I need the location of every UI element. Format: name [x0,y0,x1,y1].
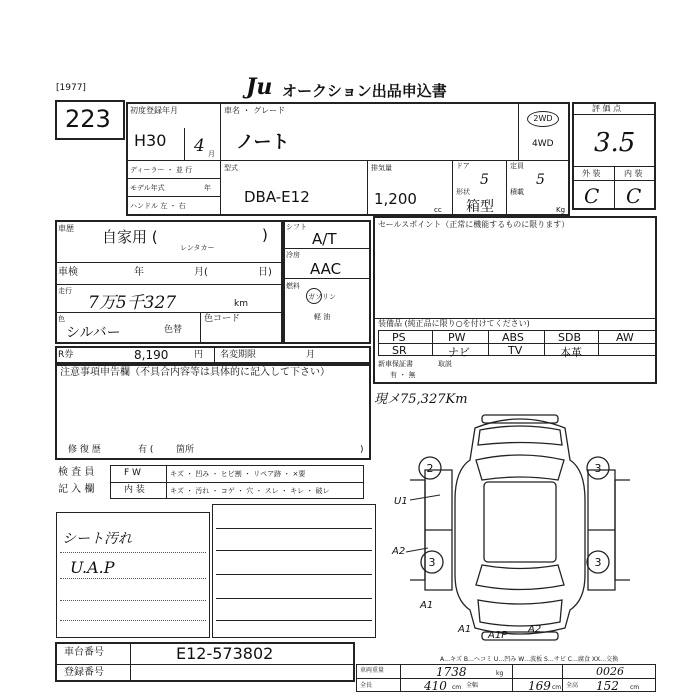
load-unit: Kg [556,206,566,214]
dealer-label: ディーラー ・ 並 行 [130,166,193,174]
repair-spot: 箇所 [176,445,195,455]
inspection-year: 年 [134,267,144,278]
inspection-day: 日) [258,267,272,278]
interior-value: C [626,184,642,208]
exterior-label: 外 装 [582,169,601,178]
displacement-label: 排気量 [371,164,392,172]
length-unit: cm [452,684,462,691]
weight-unit: kg [496,670,504,677]
usage-label: 車歴 [58,224,74,233]
fuel-value: ガソリン [308,293,336,301]
notes-block [55,364,371,460]
fuel-label: 燃料 [286,282,300,290]
lot-number: 223 [65,105,111,133]
expiry-label: 名変期限 [220,350,257,360]
code-value: 0026 [596,665,624,678]
diagram-label-a2: A2 [392,546,406,557]
equipment-sr: SR [392,344,407,357]
equipment-navi: ナビ [448,346,470,359]
mileage-value: 7万5千327 [88,293,177,313]
repair-close: ) [360,445,364,455]
aircon-label: 冷房 [286,251,300,259]
color-code-label: 色コード [204,314,241,324]
diagram-mark-3: 3 [428,556,436,569]
diagram-label-u1: U1 [394,496,408,507]
rental-label: レンタカー [180,244,215,252]
aircon-value: AAC [310,260,342,278]
equipment-leather: 本革 [560,346,582,359]
new-car-cert-options: 有 ・ 無 [390,371,416,379]
handwritten-line-1: シート汚れ [62,531,132,547]
height-value: 152 [596,679,619,693]
inspector-fw-items: キズ ・ 凹み ・ ヒビ割 ・ リペア跡 ・ ×要 [170,470,306,478]
diagram-label-a1-left: A1 [420,600,434,611]
equipment-ps: PS [392,331,406,344]
four-wd-label: 4WD [532,139,554,149]
diagram-label-a2-bottom: A2 [528,624,542,635]
mileage-unit: km [234,299,248,309]
expiry-unit: 月 [306,350,316,360]
tax-value: 8,190 [134,348,169,362]
registration-month-unit: 月 [208,150,215,158]
equipment-sdb: SDB [558,331,581,344]
length-label: 全長 [360,682,373,689]
model-value: DBA-E12 [244,188,310,206]
weight-label: 車両重量 [360,667,385,674]
capacity-label: 定員 [510,162,524,170]
ju-logo: Ju [246,74,273,100]
registration-month: 4 [194,136,205,156]
diagram-label-a1p: A1P [488,630,508,641]
displacement-unit: cc [434,206,442,214]
notes-label: 注意事項申告欄（不具合内容等は具体的に記入して下さい） [60,367,330,378]
handwritten-line-2: U.A.P [70,558,115,577]
width-value: 169 [528,679,551,693]
damage-legend: A…キズ B…ヘコミ U…凹み W…波板 S…サビ C…腐食 XX…交換 [440,656,619,663]
plate-label: 登録番号 [64,667,104,678]
load-label: 積載 [510,188,524,196]
color-label: 色 [58,315,65,323]
shift-value: A/T [312,230,337,248]
interior-label: 内 装 [624,169,643,178]
inspector-label-2: 記 入 欄 [58,484,95,495]
inspector-label-1: 検 査 員 [58,467,95,478]
shape-label: 形状 [456,188,470,196]
equipment-pw: PW [448,331,466,344]
two-wd-badge: 2WD [527,111,559,127]
car-name-value: ノート [236,132,290,153]
fuel-diesel: 軽 油 [314,313,331,321]
tax-row [55,346,371,364]
sales-point-label: セールスポイント（正常に機能するものに限ります） [378,220,570,229]
form-code: [1977] [56,83,86,93]
equipment-aw: AW [616,331,634,344]
model-label: 型式 [224,164,238,172]
usage-value: 自家用 ( [102,228,158,246]
registration-era: H30 [134,131,167,150]
user-manual-label: 取説 [438,360,452,368]
length-value: 410 [424,679,447,693]
car-name-label: 車名 ・ グレード [224,106,286,115]
chassis-value: E12-573802 [176,644,274,663]
rating-value: 3.5 [594,128,636,158]
vehicle-info-block [126,102,570,216]
equipment-tv: TV [508,344,523,357]
inspection-month: 月( [194,267,208,278]
mileage-label: 走行 [58,287,72,295]
color-change-label: 色替 [164,325,183,335]
doors-label: ドア [456,162,470,170]
car-diagram [380,400,660,650]
rating-label: 評 価 点 [592,104,622,113]
repair-label: 修 復 歴 [68,445,101,455]
model-year-unit: 年 [204,184,211,192]
new-car-cert-label: 新車保証書 [378,360,413,368]
weight-value: 1738 [436,665,467,679]
model-year-label: モデル年式 [130,184,165,192]
shape-value: 箱型 [466,199,494,215]
mileage-note: 現メ75,327Km [374,392,468,407]
height-unit: cm [630,684,640,691]
repair-value: 有 ( [138,445,154,455]
notes-lines-box [212,504,376,638]
chassis-label: 車台番号 [64,647,104,658]
diagram-label-a1-bottom: A1 [458,624,472,635]
sales-block [373,216,657,384]
capacity-value: 5 [536,172,545,188]
diagram-mark-4: 3 [594,556,602,569]
shift-label: シフト [286,223,307,231]
form-title: オークション出品申込書 [282,82,447,100]
doors-value: 5 [480,172,489,188]
exterior-value: C [584,184,600,208]
equipment-label: 装備品 (純正品に限り○を付けてください) [378,319,530,328]
registration-label: 初度登録年月 [130,106,178,115]
width-unit: cm [552,684,562,691]
lot-number-box [55,100,125,140]
inspector-interior-items: キズ ・ 汚れ ・ コゲ ・ 穴 ・ スレ ・ キレ ・ 破レ [170,487,330,495]
tax-unit: 円 [194,350,204,360]
inspector-fw: F W [124,468,141,478]
displacement-value: 1,200 [374,190,417,208]
height-label: 全高 [566,682,579,689]
inspector-interior: 内 装 [124,485,145,495]
inspection-label: 車検 [58,267,78,278]
tax-label: R券 [58,350,74,360]
equipment-abs: ABS [502,331,524,344]
width-label: 全幅 [466,682,479,689]
diagram-mark-2: 3 [594,462,602,475]
handle-label: ハンドル 左 ・ 右 [130,202,186,210]
color-value: シルバー [66,325,121,341]
usage-close: ) [262,226,268,244]
diagram-mark-1: 2 [426,462,434,475]
